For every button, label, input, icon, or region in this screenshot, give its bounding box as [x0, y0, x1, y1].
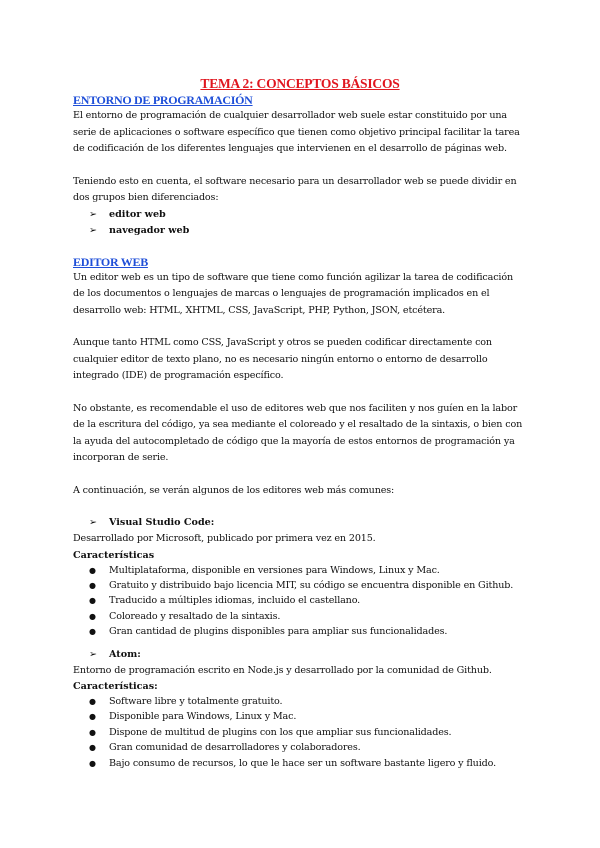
bullet-icon: ●: [89, 611, 96, 621]
bullet-icon: ●: [89, 727, 96, 737]
paragraph: Un editor web es un tipo de software que tiene como función agilizar la tarea de codificación de los documentos o lenguajes de marcas o lenguajes de programación implicados en el desarrollo web: HTML, XHTML, CSS, JavaScript, PHP, Python, JSON, etcétera.: [73, 271, 514, 316]
bullet-icon: ●: [89, 697, 96, 707]
feature-list: [73, 694, 525, 771]
bullet-icon: ●: [89, 596, 96, 606]
paragraph: No obstante, es recomendable el uso de editores web que nos faciliten y nos guíen en la labor de la escritura del código, ya sea mediante el coloreado y el resaltado de la sintaxis, o bien con la ayuda del autocompletado de código que la mayoría de estos entornos de programación ya incorporan de serie.: [73, 402, 523, 463]
section-heading-editor-web: EDITOR WEB: [73, 254, 148, 269]
tool-name: ➢ Atom:: [73, 647, 525, 663]
arrow-bullet-icon: ➢: [89, 224, 98, 236]
list-item: ● Disponible para Windows, Linux y Mac.: [89, 709, 525, 724]
paragraph: El entorno de programación de cualquier desarrollador web suele estar constituido por una serie de aplicaciones o software específico que tienen como objetivo principal facilitar la tarea de codificación de los diferentes lenguajes que intervienen en el desarrollo de páginas web.: [73, 110, 520, 154]
arrow-bullet-icon: ➢: [89, 648, 98, 660]
list-item: ● Multiplataforma, disponible en versiones para Windows, Linux y Mac.: [89, 563, 525, 578]
paragraph: Aunque tanto HTML como CSS, JavaScript y otros se pueden codificar directamente con cualquier editor de texto plano, no es necesario ningún entorno o entorno de desarrollo integrado (IDE) de programación específico.: [73, 337, 492, 381]
features-label: Características:: [73, 681, 158, 693]
bullet-icon: ●: [89, 580, 96, 590]
section-heading-entorno: ENTORNO DE PROGRAMACIÓN: [73, 93, 253, 107]
list-item: ● Traducido a múltiples idiomas, incluido el castellano.: [89, 593, 525, 608]
arrow-bullet-icon: ➢: [89, 208, 98, 220]
list-item: ● Gratuito y distribuido bajo licencia MIT, su código se encuentra disponible en Github.: [89, 578, 525, 593]
feature-list: [73, 563, 525, 640]
paragraph: A continuación, se verán algunos de los editores web más comunes:: [73, 484, 395, 496]
tool-name: ➢ Visual Studio Code:: [73, 515, 525, 531]
bullet-icon: ●: [89, 712, 96, 722]
list-item: ➢ navegador web: [89, 223, 525, 239]
paragraph: Teniendo esto en cuenta, el software necesario para un desarrollador web se puede dividir en dos grupos bien diferenciados:: [73, 175, 517, 203]
bullet-icon: ●: [89, 743, 96, 753]
list-item: ● Gran comunidad de desarrolladores y colaboradores.: [89, 740, 525, 755]
arrow-bullet-icon: ➢: [89, 517, 98, 528]
bullet-icon: ●: [89, 565, 96, 575]
arrow-list: [73, 207, 525, 239]
list-item: ➢ editor web: [89, 207, 525, 223]
list-item: ● Coloreado y resaltado de la sintaxis.: [89, 609, 525, 624]
features-label: Características: [73, 549, 155, 561]
document-body: [73, 93, 525, 771]
tool-description: Desarrollado por Microsoft, publicado por primera vez en 2015.: [73, 533, 376, 544]
page-title: TEMA 2: CONCEPTOS BÁSICOS: [200, 76, 400, 91]
bullet-icon: ●: [89, 758, 96, 768]
tool-description: Entorno de programación escrito en Node.js y desarrollado por la comunidad de Github.: [73, 664, 492, 676]
list-item: ● Dispone de multitud de plugins con los que ampliar sus funcionalidades.: [89, 725, 525, 740]
list-item: ● Software libre y totalmente gratuito.: [89, 694, 525, 709]
bullet-icon: ●: [89, 627, 96, 637]
list-item: ● Bajo consumo de recursos, lo que le hace ser un software bastante ligero y fluido.: [89, 756, 525, 771]
list-item: ● Gran cantidad de plugins disponibles para ampliar sus funcionalidades.: [89, 624, 525, 639]
